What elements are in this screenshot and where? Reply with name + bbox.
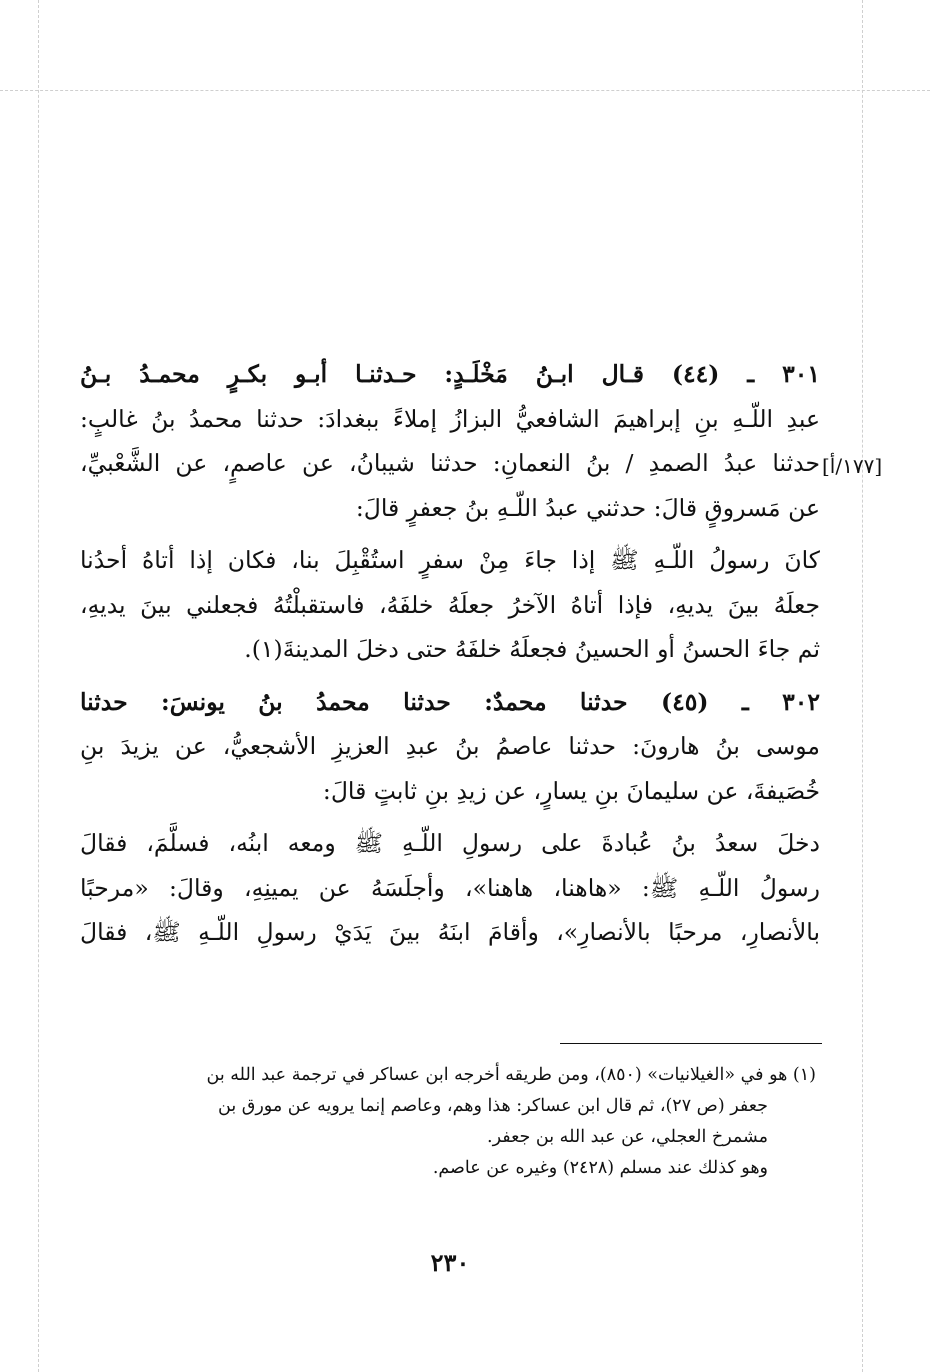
- text-line: ثم جاءَ الحسنُ أو الحسينُ فجعلَهُ خلفَهُ حتى دخلَ المدينةَ(١).: [244, 635, 820, 663]
- text-line: بالأنصارِ، مرحبًا بالأنصارِ»، وأقامَ ابنَهُ بينَ يَدَيْ رسولِ اللّـهِ ﷺ، فقالَ: [80, 918, 820, 946]
- scan-guide-line: [38, 0, 39, 1372]
- text-line: عبدِ اللّـهِ بنِ إبراهيمَ الشافعيُّ البزازُ إملاءً ببغدادَ: حدثنا محمدُ بنُ غالبٍ:: [80, 404, 820, 433]
- footnote-line: (١) هو في «الغيلانيات» (٨٥٠)، ومن طريقه أخرجه ابن عساكر في ترجمة عبد الله بن: [206, 1065, 816, 1085]
- main-text: [80, 352, 820, 963]
- footnote-line: جعفر (ص ٢٧)، ثم قال ابن عساكر: هذا وهم، وعاصم إنما يرويه عن مورق بن: [218, 1096, 768, 1116]
- page-number: ٢٣٠: [430, 1248, 470, 1277]
- text-line: حدثنا عبدُ الصمدِ / بنُ النعمانِ: حدثنا شيبانُ، عن عاصمٍ، عن الشَّعْبيِّ،: [80, 449, 820, 477]
- hadith-301-isnad: [80, 352, 820, 530]
- footnotes: [86, 1060, 816, 1184]
- scan-guide-line: [862, 0, 863, 1372]
- hadith-301-matn: [80, 538, 820, 672]
- hadith-302-matn: [80, 821, 820, 955]
- footnote-separator: [560, 1043, 822, 1044]
- scan-guide-line: [0, 90, 930, 91]
- manuscript-folio-note: [١٧٧/أ]: [822, 454, 883, 478]
- text-line: موسى بنُ هارونَ: حدثنا عاصمُ بنُ عبدِ العزيزِ الأشجعيُّ، عن يزيدَ بنِ: [80, 732, 820, 760]
- text-line: جعلَهُ بينَ يديهِ، فإذا أتاهُ الآخرُ جعلَهُ خلفَهُ، فاستقبلْتُهُ فجعلني بينَ يديهِ،: [80, 590, 820, 619]
- footnote-line: وهو كذلك عند مسلم (٢٤٢٨) وغيره عن عاصم.: [432, 1158, 768, 1178]
- text-line: كانَ رسولُ اللّـهِ ﷺ إذا جاءَ مِنْ سفرٍ استُقْبِلَ بنا، فكان إذا أتاهُ أحدُنا: [80, 546, 820, 574]
- hadith-301-heading-line: ٣٠١ ـ (٤٤) قـال ابـنُ مَخْلَـدٍ: حـدثنـا أبـو بكـرٍ محمـدُ بـنُ: [80, 360, 820, 388]
- hadith-302-heading-line: ٣٠٢ ـ (٤٥) حدثنا محمدٌ: حدثنا محمدُ بنُ يونسَ: حدثنا: [80, 687, 820, 716]
- footnote-line: مشمرخ العجلي، عن عبد الله بن جعفر.: [487, 1127, 768, 1147]
- text-line: دخلَ سعدُ بنُ عُبادةَ على رسولِ اللّـهِ ﷺ ومعه ابنُه، فسلَّمَ، فقالَ: [80, 829, 820, 857]
- hadith-302-isnad: [80, 680, 820, 814]
- text-line: خُصَيفةَ، عن سليمانَ بنِ يسارٍ، عن زيدِ بنِ ثابتٍ قالَ:: [322, 776, 820, 805]
- text-line: رسولُ اللّـهِ ﷺ: «هاهنا، هاهنا»، وأجلَسَهُ عن يمينِهِ، وقالَ: «مرحبًا: [80, 873, 820, 902]
- text-line: عن مَسروقٍ قالَ: حدثني عبدُ اللّـهِ بنُ جعفرٍ قالَ:: [355, 493, 820, 522]
